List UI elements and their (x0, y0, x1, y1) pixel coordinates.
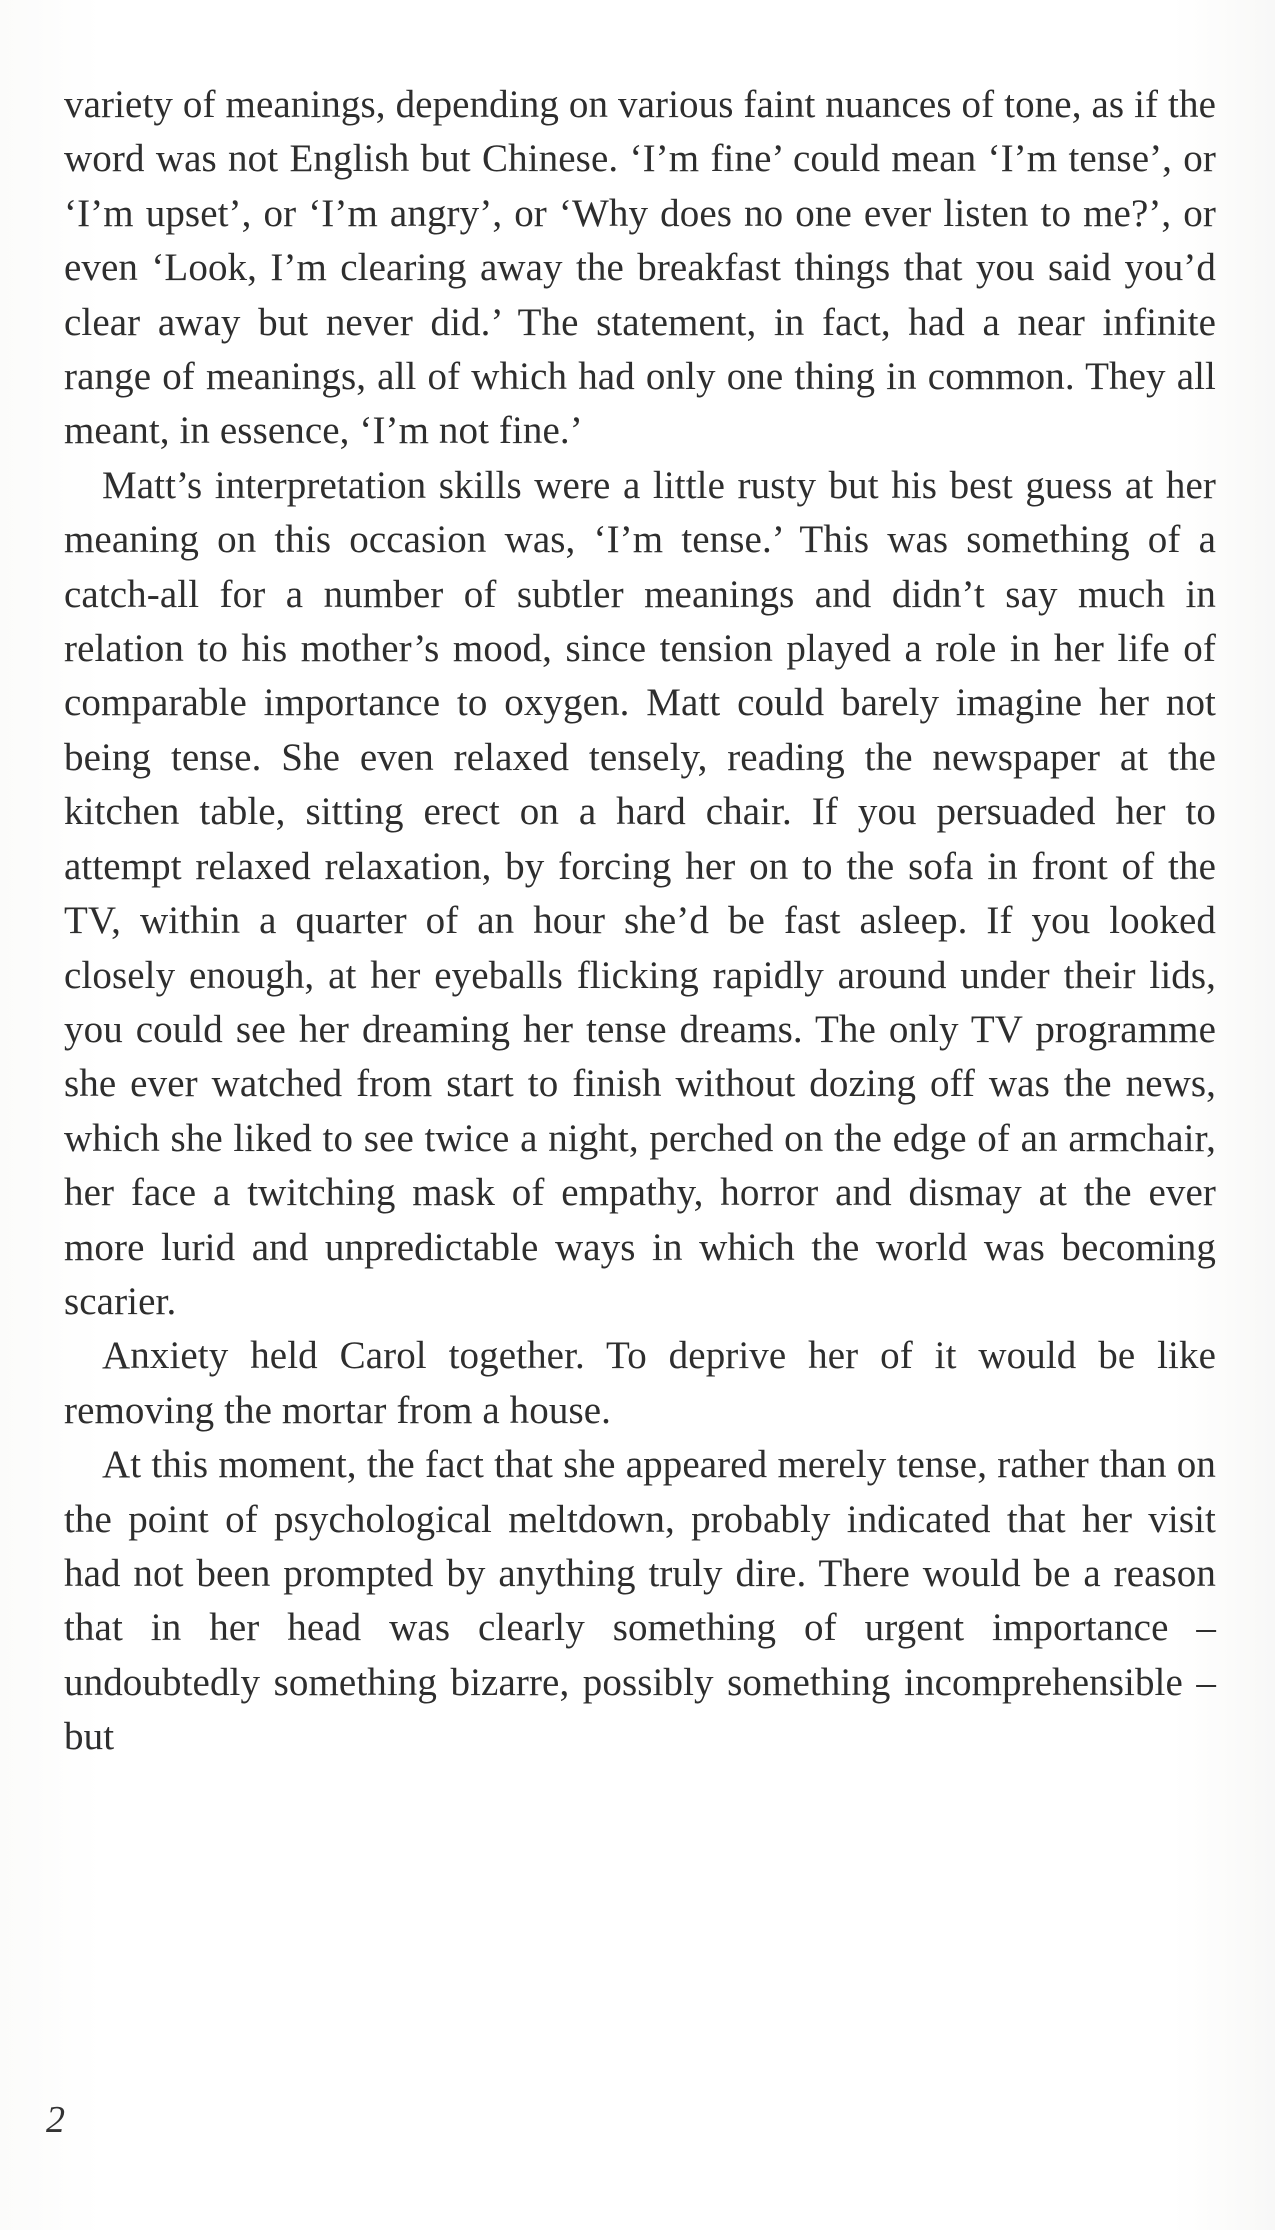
page-number: 2 (46, 2099, 65, 2141)
paragraph-1: variety of meanings, depending on various faint nuances of tone, as if the word was not English but Chinese. ‘I’m fine’ could mean ‘I’m tense’, or ‘I’m upset’, or ‘I’m angry’, or ‘Why does no one ever listen to me?’, or even ‘Look, I’m clearing away the breakfast things that you said you’d clear away but never did.’ The statement, in fact, had a near infinite range of meanings, all of which had only one thing in common. They all meant, in essence, ‘I’m not fine.’ (64, 83, 1216, 453)
paragraph-3: Anxiety held Carol together. To deprive her of it would be like removing the mortar from a house. (64, 1334, 1216, 1432)
paragraph-4: At this moment, the fact that she appeared merely tense, rather than on the point of psychological meltdown, probably indicated that her visit had not been prompted by anything truly dire. There would be a reason that in her head was clearly something of urgent importance – undoubtedly something bizarre, possibly something incomprehensible – but (64, 1443, 1216, 1759)
body-text (64, 78, 1216, 1765)
paragraph-2: Matt’s interpretation skills were a little rusty but his best guess at her meaning on this occasion was, ‘I’m tense.’ This was something of a catch-all for a number of subtler meanings and didn’t say much in relation to his mother’s mood, since tension played a role in her life of comparable importance to oxygen. Matt could barely imagine her not being tense. She even relaxed tensely, reading the newspaper at the kitchen table, sitting erect on a hard chair. If you persuaded her to attempt relaxed relaxation, by forcing her on to the sofa in front of the TV, within a quarter of an hour she’d be fast asleep. If you looked closely enough, at her eyeballs flicking rapidly around under their lids, you could see her dreaming her tense dreams. The only TV programme she ever watched from start to finish without dozing off was the news, which she liked to see twice a night, perched on the edge of an armchair, her face a twitching mask of empathy, horror and dismay at the ever more lurid and unpredictable ways in which the world was becoming scarier. (64, 463, 1216, 1323)
